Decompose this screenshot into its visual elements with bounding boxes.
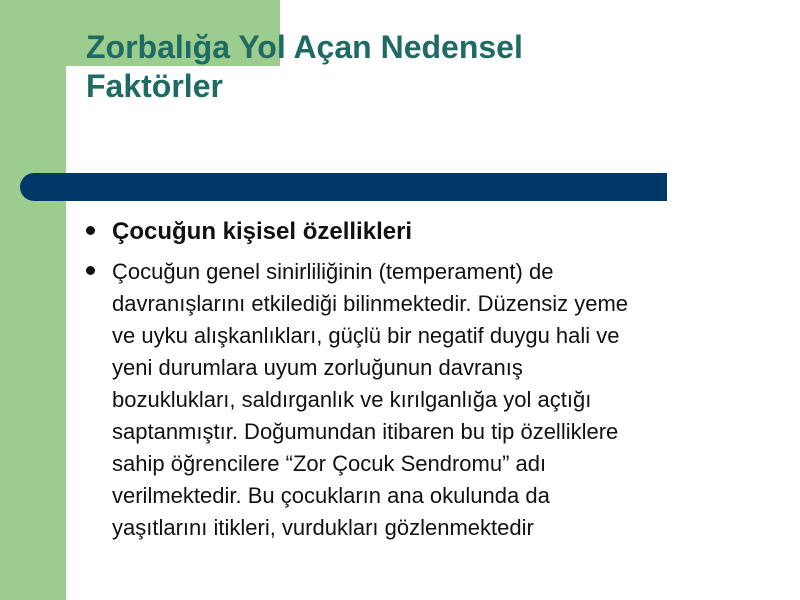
body-text-line-8: verilmektedir. Bu çocukların ana okulunda da bbox=[112, 483, 550, 508]
bullet-item-personal-traits bbox=[78, 216, 758, 250]
slide-title bbox=[86, 28, 766, 106]
slide-title-line-1: Zorbalığa Yol Açan Nedensel bbox=[86, 29, 523, 65]
left-green-band bbox=[0, 0, 66, 600]
body-text-line-5: bozuklukları, saldırganlık ve kırılganlığa yol açtığı bbox=[112, 387, 592, 412]
body-text-line-9: yaşıtlarını itikleri, vurdukları gözlenmektedir bbox=[112, 515, 534, 540]
body-text-line-4: yeni durumlara uyum zorluğunun davranış bbox=[112, 355, 523, 380]
body-text-line-1: Çocuğun genel sinirliliğinin (temperament) de bbox=[112, 259, 554, 284]
slide-content bbox=[78, 216, 758, 544]
body-text-line-7: sahip öğrencilere “Zor Çocuk Sendromu” adı bbox=[112, 451, 547, 476]
title-divider-bar bbox=[20, 173, 667, 201]
slide-title-line-2: Faktörler bbox=[86, 68, 223, 104]
body-text-line-6: saptanmıştır. Doğumundan itibaren bu tip özelliklere bbox=[112, 419, 619, 444]
bullet-heading-text: Çocuğun kişisel özellikleri bbox=[112, 218, 413, 245]
bullet-dot-icon bbox=[86, 226, 95, 235]
bullet-item-temperament bbox=[78, 256, 758, 544]
bullet-dot-icon bbox=[86, 266, 95, 275]
body-text-line-2: davranışlarını etkilediği bilinmektedir. Düzensiz yeme bbox=[112, 291, 629, 316]
body-text-line-3: ve uyku alışkanlıkları, güçlü bir negatif duygu hali ve bbox=[112, 323, 620, 348]
